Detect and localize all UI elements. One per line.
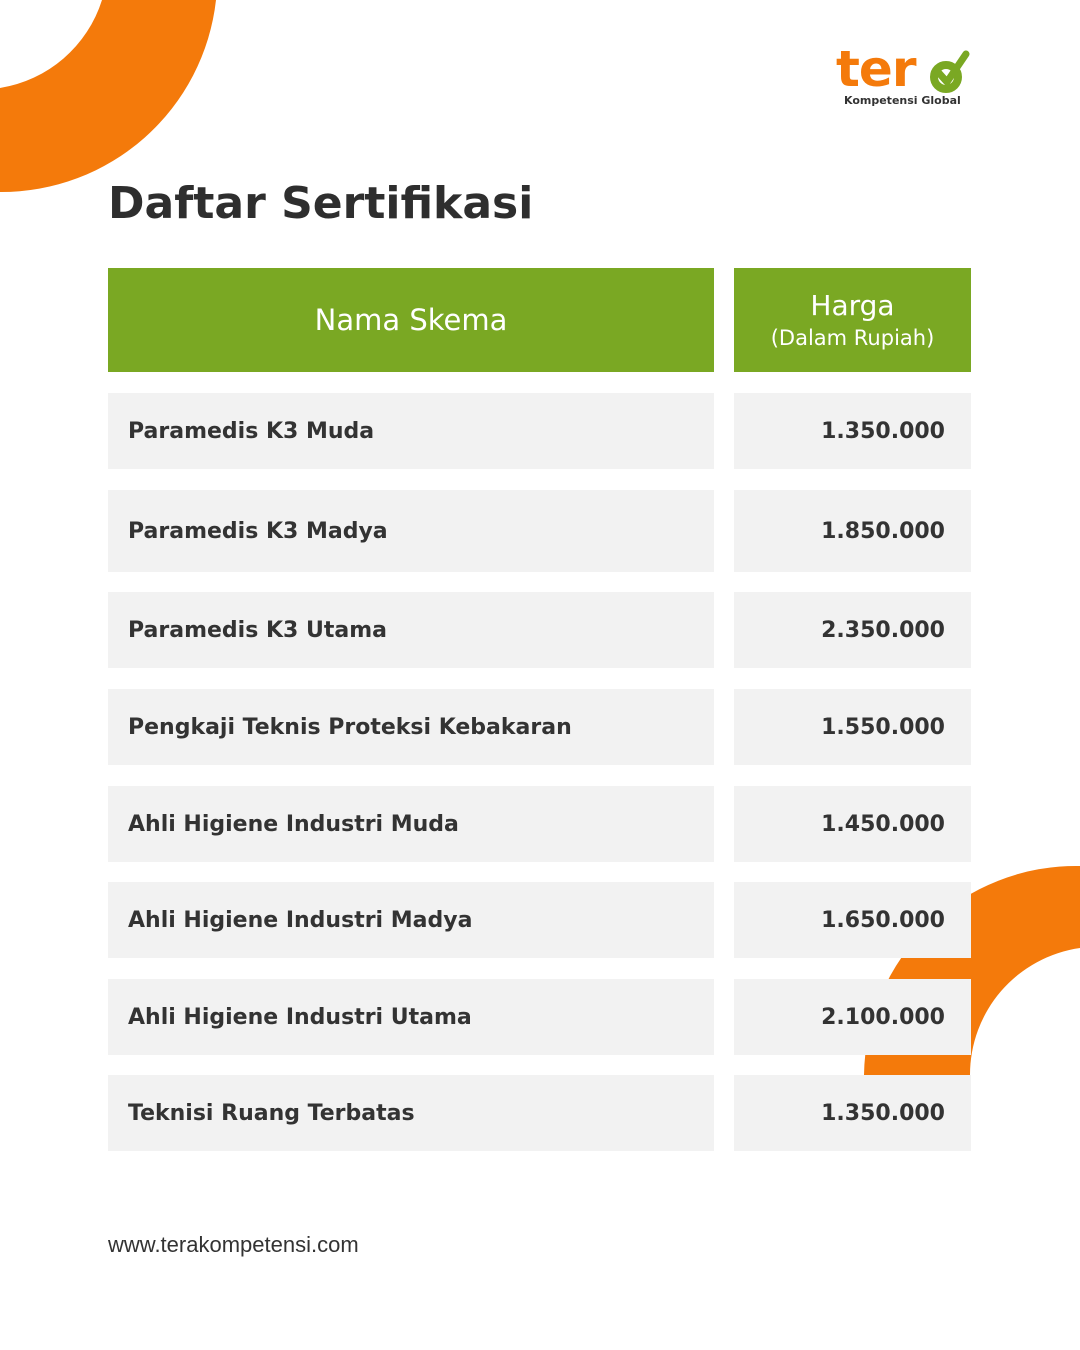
logo-wordmark: ter xyxy=(836,40,916,98)
scheme-name: Ahli Higiene Industri Utama xyxy=(108,979,714,1055)
table-row xyxy=(108,786,972,862)
scheme-name: Teknisi Ruang Terbatas xyxy=(108,1075,714,1151)
top-left-orange-arc xyxy=(0,0,230,200)
header-harga xyxy=(734,268,971,372)
header-nama-skema xyxy=(108,268,714,372)
table-row xyxy=(108,979,972,1055)
header-name-label: Nama Skema xyxy=(314,303,508,337)
website-url: www.terakompetensi.com xyxy=(108,1232,359,1257)
tera-logo xyxy=(836,42,976,112)
checkmark-a-icon xyxy=(930,50,970,94)
scheme-name: Paramedis K3 Utama xyxy=(108,592,714,668)
table-row xyxy=(108,592,972,668)
header-price-sublabel: (Dalam Rupiah) xyxy=(770,326,935,350)
table-row xyxy=(108,689,972,765)
scheme-name: Paramedis K3 Muda xyxy=(108,393,714,469)
logo-tagline: Kompetensi Global xyxy=(844,94,961,107)
scheme-price: 1.350.000 xyxy=(734,1075,971,1151)
table-row xyxy=(108,1075,972,1151)
scheme-price: 2.100.000 xyxy=(734,979,971,1055)
scheme-price: 1.450.000 xyxy=(734,786,971,862)
scheme-name: Paramedis K3 Madya xyxy=(108,490,714,572)
scheme-price: 1.850.000 xyxy=(734,490,971,572)
scheme-price: 2.350.000 xyxy=(734,592,971,668)
table-row xyxy=(108,490,972,572)
scheme-price: 1.550.000 xyxy=(734,689,971,765)
table-row xyxy=(108,882,972,958)
table-row xyxy=(108,393,972,469)
scheme-name: Pengkaji Teknis Proteksi Kebakaran xyxy=(108,689,714,765)
header-price-label: Harga xyxy=(810,289,895,322)
page-title: Daftar Sertifikasi xyxy=(108,178,534,229)
scheme-price: 1.650.000 xyxy=(734,882,971,958)
scheme-name: Ahli Higiene Industri Madya xyxy=(108,882,714,958)
scheme-price: 1.350.000 xyxy=(734,393,971,469)
scheme-name: Ahli Higiene Industri Muda xyxy=(108,786,714,862)
